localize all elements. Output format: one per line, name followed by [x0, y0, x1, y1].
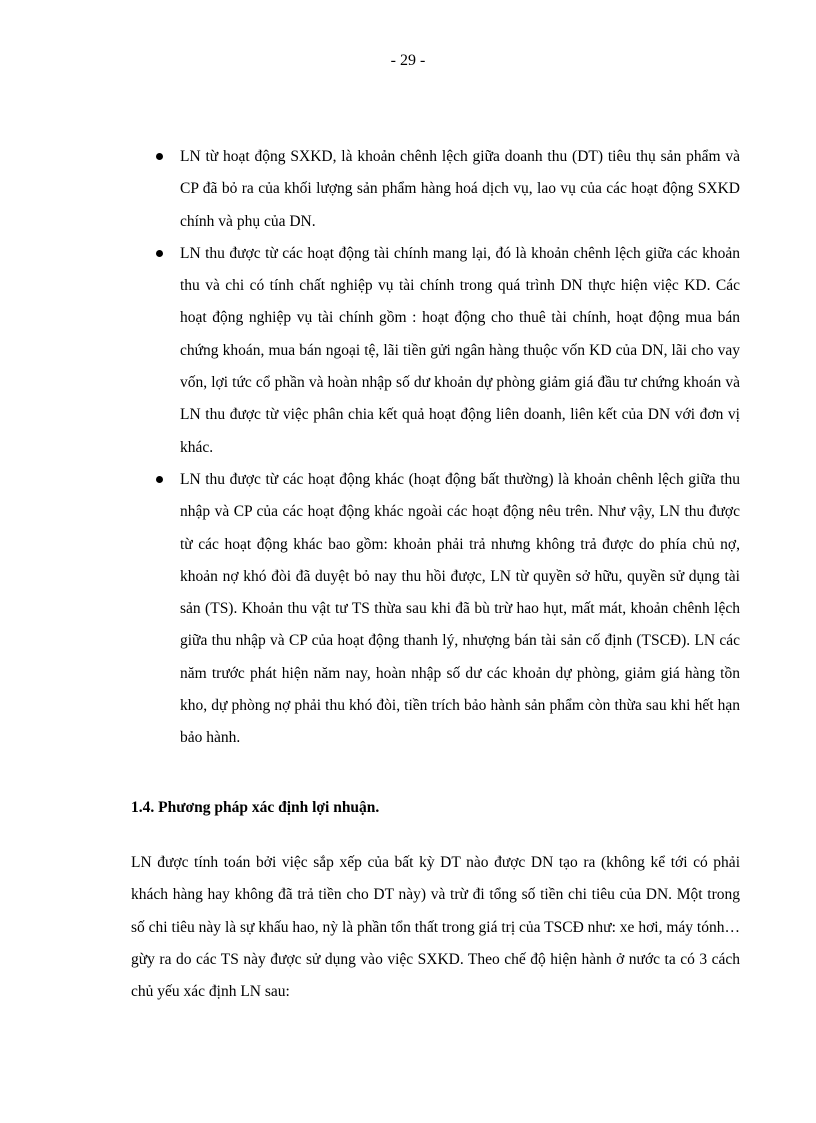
bullet-dot-icon: [156, 476, 163, 483]
bullet-list: [155, 141, 740, 755]
page-number: - 29 -: [390, 52, 426, 69]
bullet-item: [155, 238, 740, 464]
bullet-text: LN thu được từ các hoạt động tài chính mang lại, đó là khoản chênh lệch giữa các khoản thu và chi có tính chất nghiệp vụ tài chính trong quá trình DN thực hiện việc KD. Các hoạt động nghiệp vụ tài chính gồm : hoạt động cho thuê tài chính, hoạt động mua bán chứng khoán, mua bán ngoại tệ, lãi tiền gửi ngân hàng thuộc vốn KD của DN, lãi cho vay vốn, lợi tức cổ phần và hoàn nhập số dư khoản dự phòng giảm giá đầu tư chứng khoán và LN thu được từ việc phân chia kết quả hoạt động liên doanh, liên kết của DN với đơn vị khác.: [180, 244, 740, 456]
bullet-dot-icon: [156, 153, 163, 160]
section-heading: 1.4. Phương pháp xác định lợi nhuận.: [131, 799, 380, 816]
section-paragraph: LN được tính toán bởi việc sắp xếp của bất kỳ DT nào được DN tạo ra (không kể tới có phải khách hàng hay không đã trả tiền cho DT này) và trừ đi tổng số tiền chi tiêu của DN. Một trong số chi tiêu này là sự khấu hao, nỳ là phần tổn thất trong giá trị của TSCĐ như: xe hơi, máy tónh…gừy ra do các TS này được sử dụng vào việc SXKD. Theo chế độ hiện hành ở nước ta có 3 cách chủ yếu xác định LN sau:: [131, 854, 740, 1001]
bullet-item: [155, 464, 740, 755]
bullet-dot-icon: [156, 250, 163, 257]
bullet-item: [155, 141, 740, 238]
bullet-text: LN từ hoạt động SXKD, là khoản chênh lệch giữa doanh thu (DT) tiêu thụ sản phẩm và CP đã bỏ ra của khối lượng sản phẩm hàng hoá dịch vụ, lao vụ của các hoạt động SXKD chính và phụ của DN.: [180, 148, 740, 230]
bullet-text: LN thu được từ các hoạt động khác (hoạt động bất thường) là khoản chênh lệch giữa thu nhập và CP của các hoạt động khác ngoài các hoạt động nêu trên. Như vậy, LN thu được từ các hoạt động khác bao gồm: khoản phải trả nhưng không trả được do phía chủ nợ, khoản nợ khó đòi đã duyệt bỏ nay thu hồi được, LN từ quyền sở hữu, quyền sử dụng tài sản (TS). Khoản thu vật tư TS thừa sau khi đã bù trừ hao hụt, mất mát, khoản chênh lệch giữa thu nhập và CP của hoạt động thanh lý, nhượng bán tài sản cố định (TSCĐ). LN các năm trước phát hiện năm nay, hoàn nhập số dư các khoản dự phòng, giảm giá hàng tồn kho, dự phòng nợ phải thu khó đòi, tiền trích bảo hành sản phẩm còn thừa sau khi hết hạn bảo hành.: [180, 470, 740, 747]
